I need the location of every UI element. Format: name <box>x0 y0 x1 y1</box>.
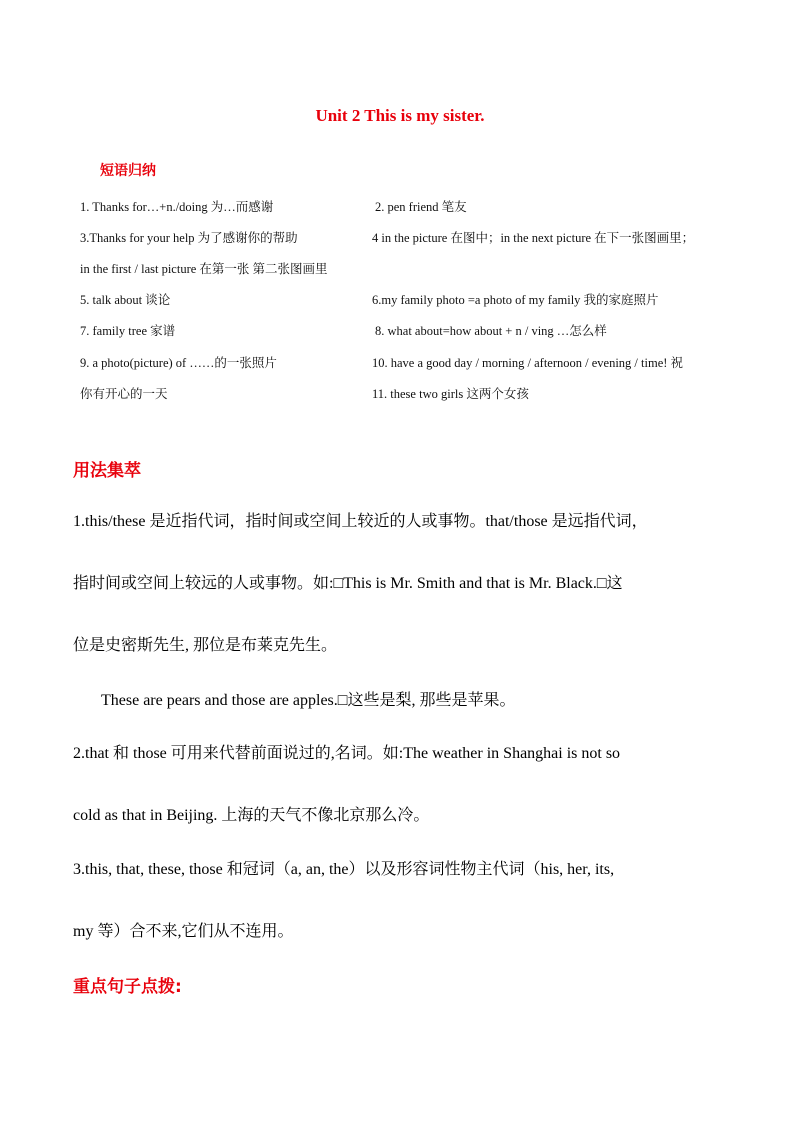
phrase-item-11: 11. these two girls 这两个女孩 <box>372 387 529 401</box>
usage-heading: 用法集萃 <box>73 461 141 481</box>
phrase-item-8: 8. what about=how about + n / ving …怎么样 <box>375 324 607 338</box>
phrase-item-3-continued: in the first / last picture 在第一张 第二张图画里 <box>80 262 328 276</box>
usage-line: my 等）合不来,它们从不连用。 <box>73 923 294 940</box>
usage-line: 2.that 和 those 可用来代替前面说过的,名词。如:The weather in Shanghai is not so <box>73 745 621 762</box>
phrase-item-5: 5. talk about 谈论 <box>80 293 171 307</box>
phrase-item-4: 4 in the picture 在图中；in the next picture 在下一张图画里； <box>372 231 695 245</box>
usage-line: These are pears and those are apples.□这些是梨, 那些是苹果。 <box>101 692 516 709</box>
phrase-item-1: 1. Thanks for…+n./doing 为…而感谢 <box>80 200 274 214</box>
usage-line: 指时间或空间上较远的人或事物。如:□This is Mr. Smith and that is Mr. Black.□这 <box>73 575 623 592</box>
page-title: Unit 2 This is my sister. <box>315 106 485 125</box>
phrase-item-9-continued: 你有开心的一天 <box>80 387 168 401</box>
usage-line: 位是史密斯先生, 那位是布莱克先生。 <box>73 637 338 654</box>
usage-line: 3.this, that, these, those 和冠词（a, an, the）以及形容词性物主代词（his, her, its, <box>73 861 615 878</box>
phrase-item-6: 6.my family photo =a photo of my family 我的家庭照片 <box>372 293 659 307</box>
phrase-item-3: 3.Thanks for your help 为了感谢你的帮助 <box>80 231 298 245</box>
phrase-item-7: 7. family tree 家谱 <box>80 324 176 338</box>
phrase-item-9: 9. a photo(picture) of ……的一张照片 <box>80 356 277 370</box>
phrase-item-2: 2. pen friend 笔友 <box>375 200 467 214</box>
key-sentences-heading: 重点句子点拨: <box>73 977 182 997</box>
phrases-heading: 短语归纳 <box>100 163 156 179</box>
usage-line: 1.this/these 是近指代词，指时间或空间上较近的人或事物。that/those 是远指代词， <box>73 513 648 530</box>
phrase-item-10: 10. have a good day / morning / afternoon / evening / time! 祝 <box>372 356 684 370</box>
usage-line: cold as that in Beijing. 上海的天气不像北京那么冷。 <box>73 807 430 824</box>
